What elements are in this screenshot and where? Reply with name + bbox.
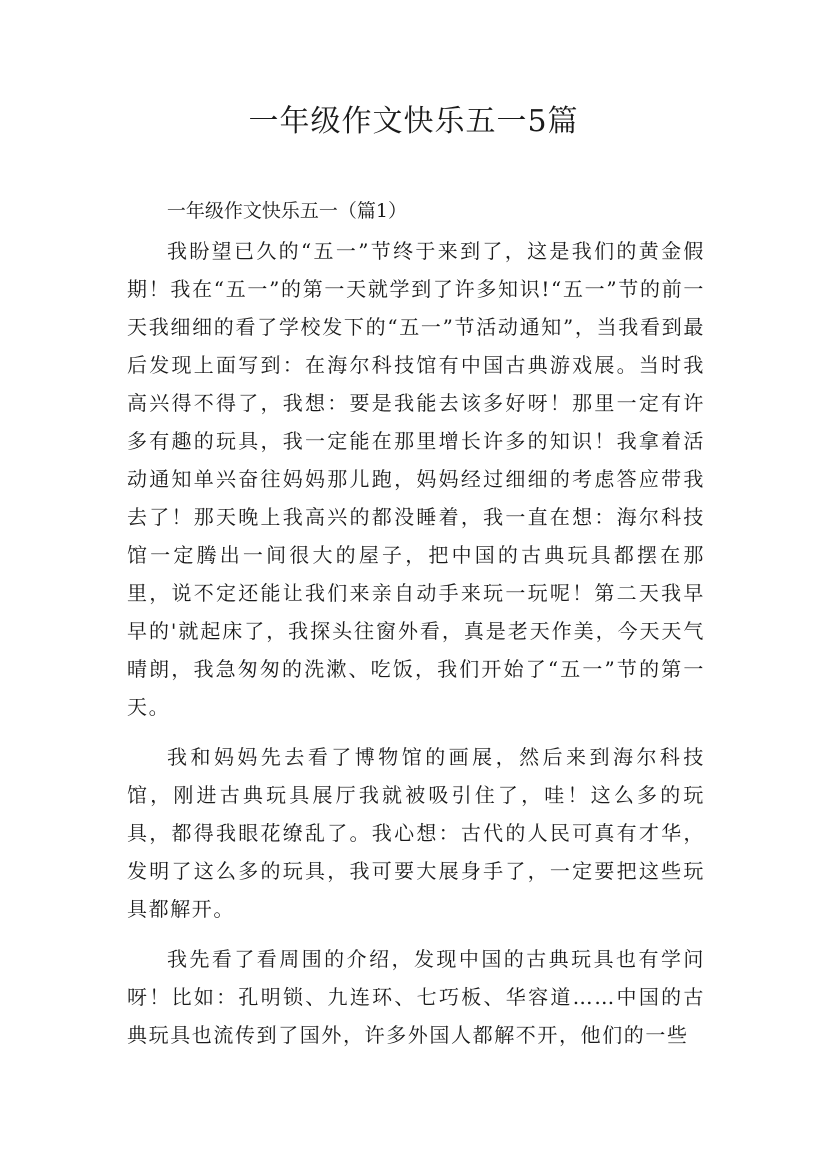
paragraph-2: 我和妈妈先去看了博物馆的画展，然后来到海尔科技馆，刚进古典玩具展厅我就被吸引住了，哇！这么多的玩具，都得我眼花缭乱了。我心想：古代的人民可真有才华，发明了这么多的玩具，我可要大展身手了，一定要把这些玩具都解开。	[127, 745, 705, 921]
document-title: 一年级作文快乐五一5篇	[248, 104, 579, 139]
section-heading: 一年级作文快乐五一（篇1）	[166, 200, 407, 222]
paragraph-1: 我盼望已久的“五一”节终于来到了，这是我们的黄金假期！我在“五一”的第一天就学到了许多知识!“五一”节的前一天我细细的看了学校发下的“五一”节活动通知”，当我看到最后发现上面写到：在海尔科技馆有中国古典游戏展。当时我高兴得不得了，我想：要是我能去该多好呀！那里一定有许多有趣的玩具，我一定能在那里增长许多的知识！我拿着活动通知单兴奋往妈妈那儿跑，妈妈经过细细的考虑答应带我去了！那天晚上我高兴的都没睡着，我一直在想：海尔科技馆一定腾出一间很大的屋子，把中国的古典玩具都摆在那里，说不定还能让我们来亲自动手来玩一玩呢！第二天我早早的'就起床了，我探头往窗外看，真是老天作美，今天天气晴朗，我急匆匆的洗漱、吃饭，我们开始了“五一”节的第一天。	[127, 239, 705, 719]
document-body	[127, 192, 705, 1054]
paragraph-3: 我先看了看周围的介绍，发现中国的古典玩具也有学问呀！比如：孔明锁、九连环、七巧板、华容道……中国的古典玩具也流传到了国外，许多外国人都解不开，他们的一些	[127, 947, 705, 1047]
